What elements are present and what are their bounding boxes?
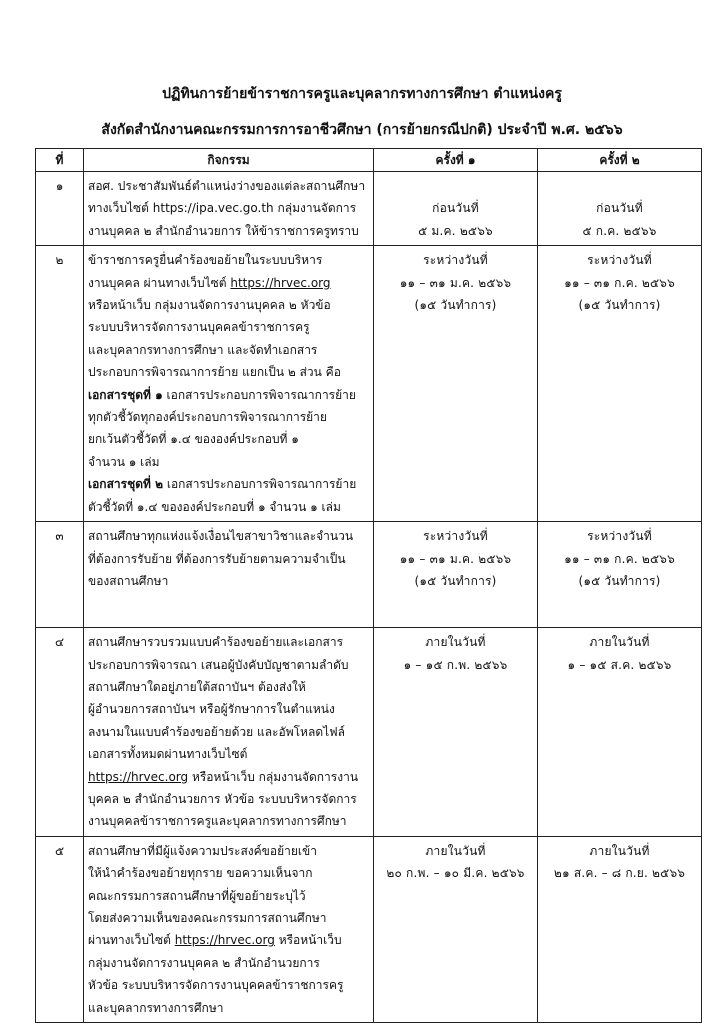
date-line: ๑๑ – ๓๑ ก.ค. ๒๕๖๖ [564,275,675,290]
activity-line: หรือหน้าเว็บ กลุ่มงานจัดการงานบุคคล ๒ หัวข้อ [88,298,331,313]
table-row [36,246,702,522]
activity-line: ระบบบริหารจัดการงานบุคคลข้าราชการครู [88,320,310,335]
date-line: ภายในวันที่ [425,635,486,650]
activity-cell [84,628,374,837]
round-1-date-cell [374,836,538,1022]
date-line: ก่อนวันที่ [596,201,643,216]
activity-line: งานบุคคล ๒ สำนักอำนวยการ ให้ข้าราชการครูทราบ [88,223,359,238]
activity-line: สถานศึกษาที่มีผู้แจ้งความประสงค์ขอย้ายเข้า [88,843,317,858]
table-row [36,836,702,1022]
round-2-date-cell [538,522,702,628]
activity-line: สถานศึกษาใดอยู่ภายใต้สถาบันฯ ต้องส่งให้ [88,679,306,694]
header-round-1: ครั้งที่ ๑ [374,149,538,172]
activity-line: ของสถานศึกษา [88,573,169,588]
round-1-date-cell [374,628,538,837]
activity-line: งานบุคคลข้าราชการครูและบุคลากรทางการศึกษา [88,814,347,829]
round-2-date-cell [538,172,702,246]
activity-cell [84,522,374,628]
activity-line: ยกเว้นตัวชี้วัดที่ ๑.๔ ขององค์ประกอบที่ ๑ [88,432,299,447]
date-line: ๕ ม.ค. ๒๕๖๖ [418,223,493,238]
round-2-date-cell [538,836,702,1022]
activity-line: งานบุคคล ผ่านทางเว็บไซต์ https://hrvec.org [88,275,331,290]
activity-line: กลุ่มงานจัดการงานบุคคล ๒ สำนักอำนวยการ [88,955,320,970]
round-1-date-cell [374,172,538,246]
activity-line: ผู้อำนวยการสถาบันฯ หรือผู้รักษาการในตำแหน่ง [88,702,335,717]
activity-line: ตัวชี้วัดที่ ๑.๔ ขององค์ประกอบที่ ๑ จำนวน ๑ เล่ม [88,499,341,514]
table-body [36,172,702,1023]
activity-line: ข้าราชการครูยื่นคำร้องขอย้ายในระบบบริหาร [88,253,323,268]
row-number: ๕ [36,836,84,1022]
date-line: ๒๑ ส.ค. – ๘ ก.ย. ๒๕๖๖ [553,866,686,881]
date-line: (๑๕ วันทำการ) [578,298,661,313]
activity-line: ที่ต้องการรับย้าย ที่ต้องการรับย้ายตามความจำเป็น [88,551,346,566]
activity-cell [84,172,374,246]
document-title: ปฏิทินการย้ายข้าราชการครูและบุคลากรทางการศึกษา ตำแหน่งครู [162,86,562,102]
activity-line: และบุคลากรทางการศึกษา และจัดทำเอกสาร [88,342,318,357]
activity-line: หัวข้อ ระบบบริหารจัดการงานบุคคลข้าราชการครู [88,978,344,993]
activity-line: คณะกรรมการสถานศึกษาที่ผู้ขอย้ายระบุไว้ [88,888,306,903]
table-header-row [36,149,702,172]
activity-line: ทุกตัวชี้วัดทุกองค์ประกอบการพิจารณาการย้าย [88,410,327,425]
activity-line: ให้นำคำร้องขอย้ายทุกราย ขอความเห็นจาก [88,866,313,881]
row-number: ๑ [36,172,84,246]
round-1-date-cell [374,522,538,628]
table-row [36,522,702,628]
date-line: (๑๕ วันทำการ) [414,298,497,313]
date-line: ๑ – ๑๕ ส.ค. ๒๕๖๖ [567,657,672,672]
date-line: ระหว่างวันที่ [587,529,652,544]
date-line: (๑๕ วันทำการ) [414,573,497,588]
activity-line: และบุคลากรทางการศึกษา [88,1000,224,1015]
date-line [378,175,533,197]
activity-line: เอกสารชุดที่ ๑ เอกสารประกอบการพิจารณาการย้าย [88,387,356,402]
date-line: (๑๕ วันทำการ) [578,573,661,588]
activity-line: ประกอบการพิจารณาการย้าย แยกเป็น ๒ ส่วน คือ [88,365,341,380]
activity-line: โดยส่งความเห็นของคณะกรรมการสถานศึกษา [88,910,327,925]
activity-line: ทางเว็บไซต์ https://ipa.vec.go.th กลุ่มงานจัดการ [88,201,357,216]
date-line: ๑ – ๑๕ ก.พ. ๒๕๖๖ [403,657,508,672]
activity-line: สอศ. ประชาสัมพันธ์ตำแหน่งว่างของแต่ละสถานศึกษา [88,179,366,193]
date-line: ๑๑ – ๓๑ ม.ค. ๒๕๖๖ [399,551,512,566]
activity-line: https://hrvec.org หรือหน้าเว็บ กลุ่มงานจัดการงาน [88,769,359,784]
activity-line: ลงนามในแบบคำร้องขอย้ายด้วย และอัพโหลดไฟล์ [88,724,345,739]
date-line: ๒๐ ก.พ. – ๑๐ มี.ค. ๒๕๖๖ [386,866,525,881]
date-line: ๑๑ – ๓๑ ก.ค. ๒๕๖๖ [564,551,675,566]
round-1-date-cell [374,246,538,522]
activity-line: ผ่านทางเว็บไซต์ https://hrvec.org หรือหน้าเว็บ [88,933,342,948]
header-activity: กิจกรรม [84,149,374,172]
activity-line: สถานศึกษาทุกแห่งแจ้งเงื่อนไขสาขาวิชาและจำนวน [88,529,354,544]
table-row [36,628,702,837]
date-line: ๑๑ – ๓๑ ม.ค. ๒๕๖๖ [399,275,512,290]
activity-line: สถานศึกษารวบรวมแบบคำร้องขอย้ายและเอกสาร [88,635,344,650]
date-line: ภายในวันที่ [589,635,650,650]
date-line: ภายในวันที่ [425,843,486,858]
header-no: ที่ [36,149,84,172]
activity-line: จำนวน ๑ เล่ม [88,454,160,469]
activity-cell [84,246,374,522]
date-line: ระหว่างวันที่ [587,253,652,268]
date-line: ภายในวันที่ [589,843,650,858]
date-line: ระหว่างวันที่ [423,253,488,268]
table-row [36,172,702,246]
activity-line: เอกสารทั้งหมดผ่านทางเว็บไซต์ [88,747,248,762]
date-line: ๕ ก.ค. ๒๕๖๖ [582,223,657,238]
date-line: ก่อนวันที่ [432,201,479,216]
row-number: ๔ [36,628,84,837]
header-round-2: ครั้งที่ ๒ [538,149,702,172]
activity-cell [84,836,374,1022]
activity-line: บุคคล ๒ สำนักอำนวยการ หัวข้อ ระบบบริหารจัดการ [88,791,357,806]
date-line [542,175,697,197]
calendar-table [35,148,702,1023]
activity-line: ประกอบการพิจารณา เสนอผู้บังคับบัญชาตามลำดับ [88,657,349,672]
round-2-date-cell [538,628,702,837]
activity-line: เอกสารชุดที่ ๒ เอกสารประกอบการพิจารณาการย้าย [88,477,357,492]
date-line: ระหว่างวันที่ [423,529,488,544]
row-number: ๒ [36,246,84,522]
round-2-date-cell [538,246,702,522]
row-number: ๓ [36,522,84,628]
document-subtitle: สังกัดสำนักงานคณะกรรมการการอาชีวศึกษา (การย้ายกรณีปกติ) ประจำปี พ.ศ. ๒๕๖๖ [101,122,623,138]
